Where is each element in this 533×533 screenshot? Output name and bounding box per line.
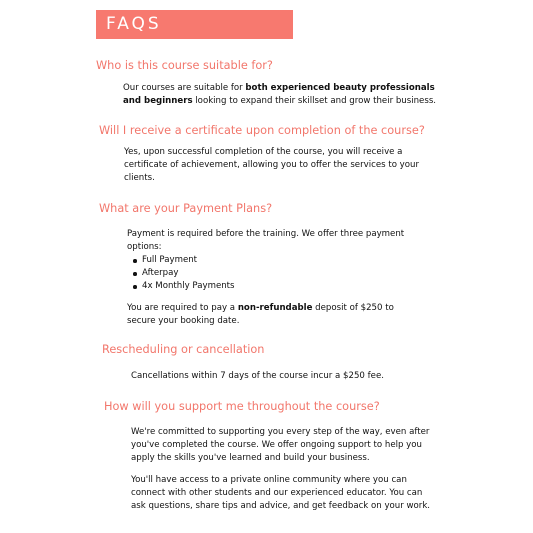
- faq-question-rescheduling: Rescheduling or cancellation: [102, 343, 265, 356]
- faq-answer-support: [131, 426, 431, 513]
- answer-text: looking to expand their skillset and grow their business.: [192, 96, 437, 106]
- list-item: 4x Monthly Payments: [127, 280, 417, 293]
- faq-answer-certificate: [124, 146, 424, 185]
- answer-text: You'll have access to a private online community where you can connect with other students and our experienced educator. You can ask questions, share tips and advice, and get feedback on your work.: [131, 475, 431, 511]
- faq-answer-suitability: [123, 82, 443, 108]
- answer-text: We're committed to supporting you every step of the way, even after you've completed the course. We offer ongoing support to help you apply the skills you've learned and build your business.: [131, 427, 430, 463]
- list-item: Afterpay: [127, 267, 417, 280]
- answer-text: Cancellations within 7 days of the course incur a $250 fee.: [131, 371, 384, 381]
- list-item: Full Payment: [127, 254, 417, 267]
- faq-question-payment-plans: What are your Payment Plans?: [99, 202, 273, 215]
- answer-bold-text: non-refundable: [237, 303, 313, 313]
- faqs-header-bar: [96, 10, 293, 39]
- answer-text: deposit of $250 to secure your booking date.: [127, 303, 394, 326]
- faq-question-suitability: Who is this course suitable for?: [96, 59, 273, 72]
- answer-text: You are required to pay a: [127, 303, 238, 313]
- faq-question-certificate: Will I receive a certificate upon completion of the course?: [99, 124, 425, 137]
- deposit-text: [127, 302, 417, 328]
- faq-answer-payment-plans: [127, 228, 417, 328]
- answer-text: Our courses are suitable for: [123, 83, 246, 93]
- answer-bold-text: both experienced beauty professionals and beginners: [123, 83, 435, 106]
- faq-answer-rescheduling: [131, 370, 431, 383]
- page-title: FAQS: [106, 14, 162, 34]
- faq-question-support: How will you support me throughout the course?: [104, 400, 380, 413]
- answer-text: Payment is required before the training. We offer three payment options:: [127, 229, 405, 252]
- payment-options-list: [127, 254, 417, 293]
- answer-text: Yes, upon successful completion of the course, you will receive a certificate of achievement, allowing you to offer the services to your clients.: [124, 147, 420, 183]
